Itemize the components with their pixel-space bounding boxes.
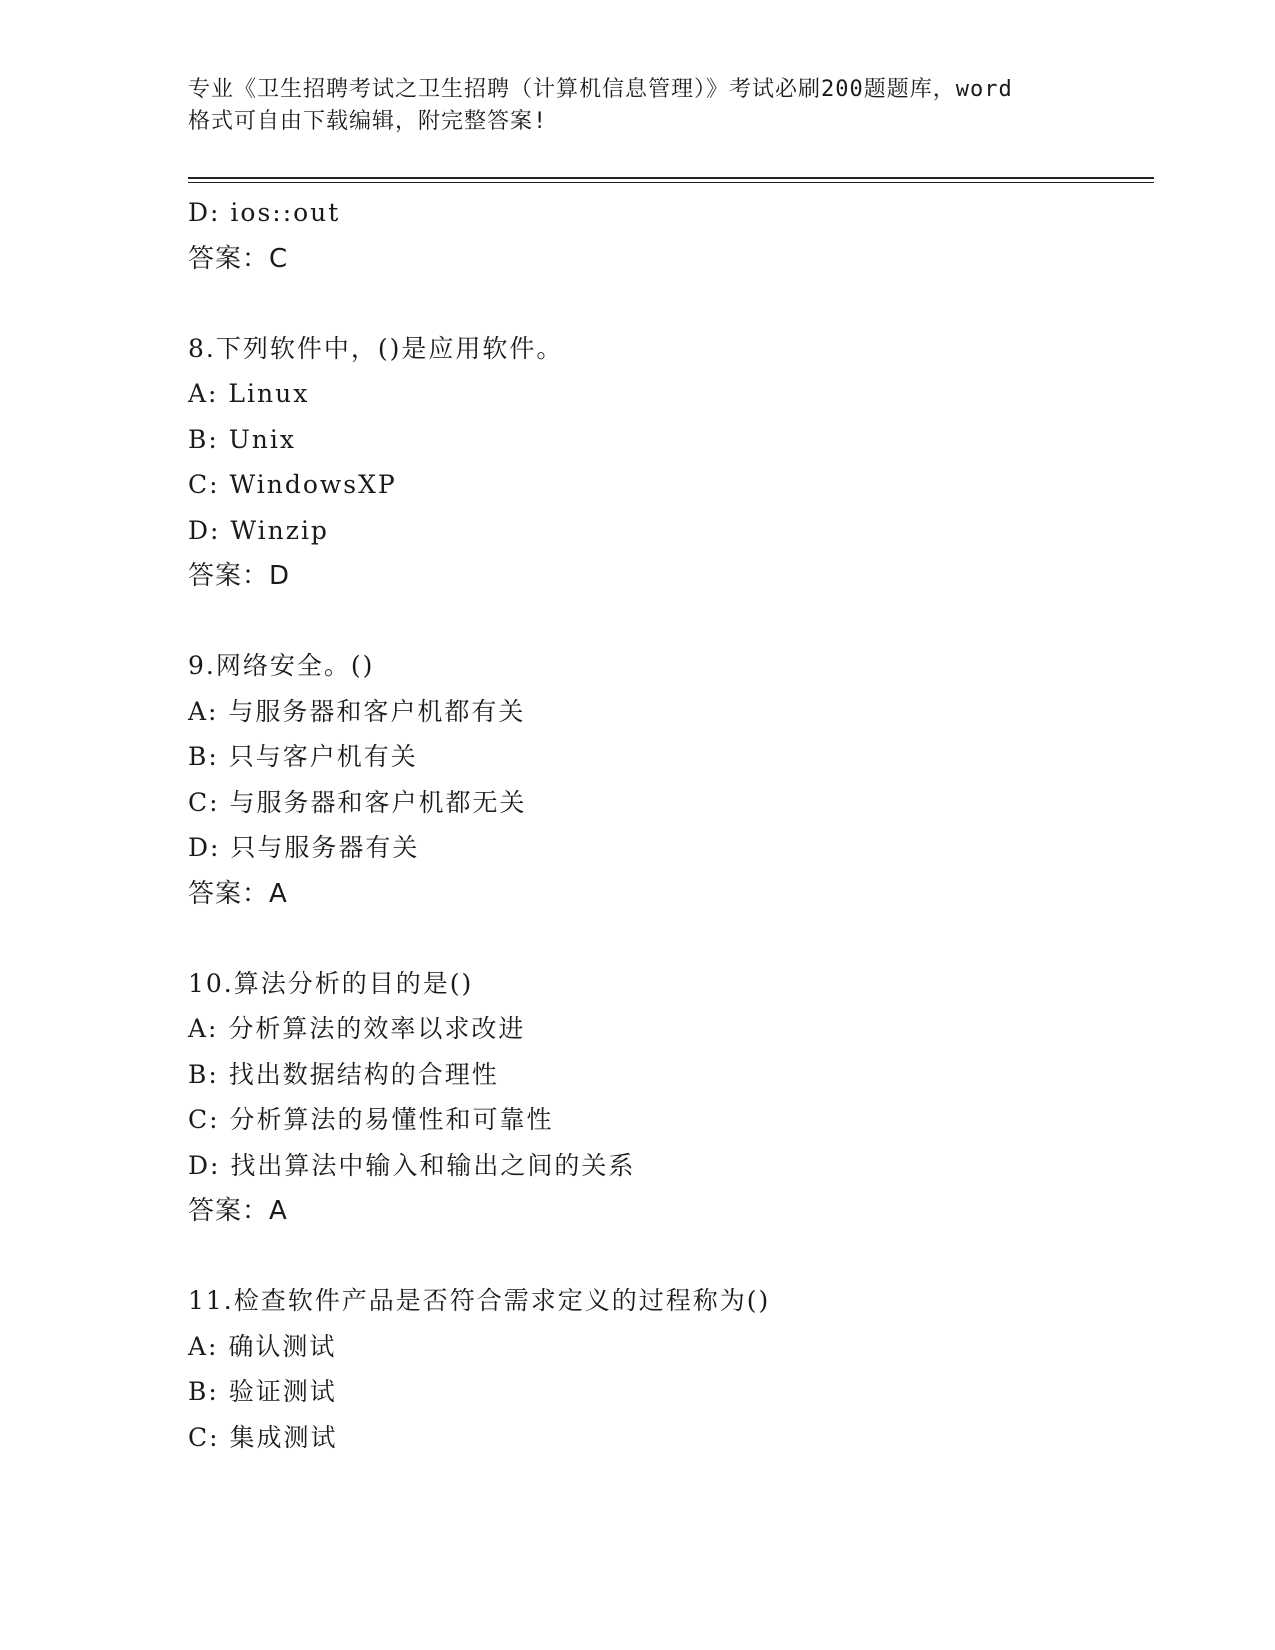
answer-label: 答案：D <box>188 561 291 591</box>
header-divider-thin <box>188 182 1154 183</box>
answer-label: 答案：A <box>188 878 288 909</box>
header-title-line-2: 格式可自由下载编辑，附完整答案! <box>188 109 548 134</box>
option-a: A: 分析算法的效率以求改进 <box>188 1014 526 1043</box>
option-c: C: 与服务器和客户机都无关 <box>188 787 527 817</box>
document-header <box>188 74 1088 138</box>
option-a: A: 确认测试 <box>188 1331 337 1361</box>
option-c: C: WindowsXP <box>188 470 397 499</box>
header-title-line-1: 专业《卫生招聘考试之卫生招聘（计算机信息管理）》考试必刷200题题库，word <box>188 77 1013 102</box>
question-stem: 8.下列软件中，()是应用软件。 <box>188 333 564 363</box>
option-d: D: 找出算法中输入和输出之间的关系 <box>188 1150 636 1180</box>
header-divider-thick <box>188 177 1154 179</box>
spacer <box>188 1234 1148 1278</box>
option-d: D: ios::out <box>188 198 341 227</box>
option-c: C: 集成测试 <box>188 1422 338 1452</box>
question-block-7-tail <box>188 190 1148 282</box>
option-b: B: Unix <box>188 424 297 454</box>
spacer <box>188 282 1148 326</box>
option-d: D: 只与服务器有关 <box>188 833 420 862</box>
option-b: B: 验证测试 <box>188 1377 337 1406</box>
answer-label: 答案：C <box>188 243 289 274</box>
question-block-11 <box>188 1278 1148 1460</box>
spacer <box>188 599 1148 643</box>
option-d: D: Winzip <box>188 515 329 545</box>
option-c: C: 分析算法的易懂性和可靠性 <box>188 1105 554 1134</box>
option-b: B: 只与客户机有关 <box>188 742 418 771</box>
question-block-9 <box>188 643 1148 917</box>
answer-label: 答案：A <box>188 1196 288 1226</box>
option-b: B: 找出数据结构的合理性 <box>188 1059 499 1089</box>
question-list <box>188 190 1148 1460</box>
question-stem: 11.检查软件产品是否符合需求定义的过程称为() <box>188 1286 771 1315</box>
question-stem: 10.算法分析的目的是() <box>188 968 474 998</box>
question-stem: 9.网络安全。() <box>188 651 375 680</box>
question-block-8 <box>188 326 1148 600</box>
question-block-10 <box>188 961 1148 1235</box>
spacer <box>188 917 1148 961</box>
option-a: A: 与服务器和客户机都有关 <box>188 696 526 726</box>
option-a: A: Linux <box>188 379 310 408</box>
